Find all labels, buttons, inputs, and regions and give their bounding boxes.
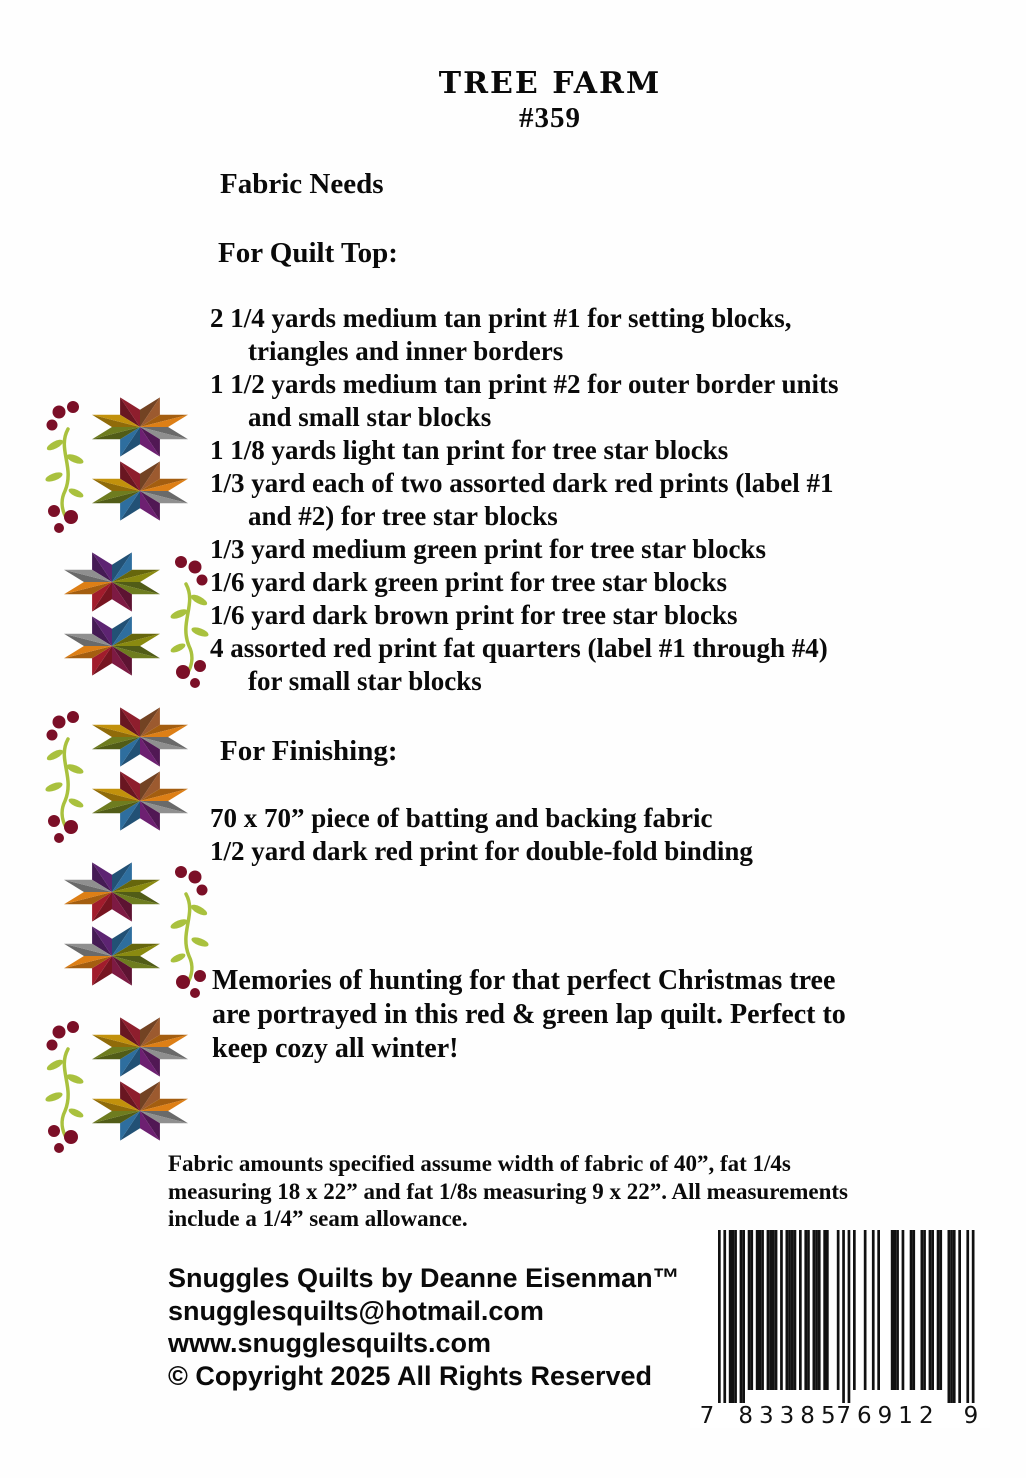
fabric-item <box>210 302 990 368</box>
quilt-star-icon <box>60 860 164 924</box>
fabric-item-line: and #2) for tree star blocks <box>248 501 558 531</box>
fine-print-line: Fabric amounts specified assume width of fabric of 40”, fat 1/4s <box>168 1151 791 1176</box>
fabric-item-line: 2 1/4 yards medium tan print #1 for setting blocks, <box>210 303 792 333</box>
quilt-star-block <box>88 395 192 459</box>
pattern-title: TREE FARM <box>438 66 662 101</box>
finishing-list <box>210 802 990 868</box>
fabric-item-line: 1/3 yard each of two assorted dark red prints (label #1 <box>210 468 834 498</box>
quilt-star-icon <box>88 395 192 459</box>
fabric-item-line: and small star blocks <box>248 402 492 432</box>
quilt-star-block <box>88 1015 192 1079</box>
quilt-star-icon <box>88 1015 192 1079</box>
finishing-heading: For Finishing: <box>220 735 398 767</box>
quilt-star-icon <box>60 550 164 614</box>
description-paragraph <box>212 964 972 1066</box>
quilt-star-block <box>60 550 164 614</box>
fabric-item-line: for small star blocks <box>248 666 482 696</box>
fabric-item <box>210 467 990 533</box>
fabric-item <box>210 368 990 434</box>
publisher-info <box>168 1262 680 1392</box>
berry-vine-icon <box>44 711 90 843</box>
fabric-item-line: 1/6 yard dark green print for tree star blocks <box>210 567 727 597</box>
berry-vine-icon <box>44 401 90 533</box>
svg-text:83385: 83385 <box>738 1403 842 1428</box>
quilt-star-block <box>88 459 192 523</box>
pattern-number: #359 <box>519 102 581 134</box>
berry-vine-decoration <box>44 1021 90 1153</box>
fabric-item-line: 1 1/2 yards medium tan print #2 for outer border units <box>210 369 839 399</box>
fabric-item-line: 1/3 yard medium green print for tree star blocks <box>210 534 766 564</box>
berry-vine-icon <box>164 866 210 998</box>
publisher-line: snugglesquilts@hotmail.com <box>168 1295 544 1326</box>
fabric-item <box>210 533 990 566</box>
description-line: keep cozy all winter! <box>212 1033 459 1064</box>
quilt-star-block <box>88 769 192 833</box>
quilt-star-icon <box>60 924 164 988</box>
quilt-star-block <box>60 924 164 988</box>
fabric-item-line: 1 1/8 yards light tan print for tree star blocks <box>210 435 729 465</box>
berry-vine-icon <box>164 556 210 688</box>
fabric-item <box>210 566 990 599</box>
description-line: Memories of hunting for that perfect Christmas tree <box>212 965 836 996</box>
description-line: are portrayed in this red & green lap quilt. Perfect to <box>212 999 846 1030</box>
fabric-item-line: triangles and inner borders <box>248 336 564 366</box>
berry-vine-decoration <box>44 711 90 843</box>
berry-vine-decoration <box>44 401 90 533</box>
quilt-star-icon <box>60 614 164 678</box>
quilt-star-block <box>60 614 164 678</box>
fine-print-note <box>168 1150 988 1233</box>
fabric-item <box>210 434 990 467</box>
quilt-star-block <box>60 860 164 924</box>
publisher-line: Snuggles Quilts by Deanne Eisenman™ <box>168 1263 680 1293</box>
svg-text:7: 7 <box>699 1403 715 1428</box>
quilt-star-icon <box>88 769 192 833</box>
fabric-item <box>210 632 990 698</box>
fine-print-line: include a 1/4” seam allowance. <box>168 1206 468 1231</box>
fabric-needs-heading: Fabric Needs <box>220 168 384 200</box>
fabric-item-line: 1/6 yard dark brown print for tree star blocks <box>210 600 738 630</box>
finishing-item: 1/2 yard dark red print for double-fold binding <box>210 836 753 866</box>
berry-vine-icon <box>44 1021 90 1153</box>
finishing-item: 70 x 70” piece of batting and backing fabric <box>210 803 713 833</box>
quilt-star-block <box>88 705 192 769</box>
fabric-item-line: 4 assorted red print fat quarters (label #1 through #4) <box>210 633 828 663</box>
svg-text:76912: 76912 <box>836 1403 940 1428</box>
publisher-line: © Copyright 2025 All Rights Reserved <box>168 1360 653 1391</box>
quilt-top-list <box>210 302 990 698</box>
title-block <box>330 66 770 135</box>
berry-vine-decoration <box>164 866 210 998</box>
berry-vine-decoration <box>164 556 210 688</box>
svg-text:9: 9 <box>963 1403 979 1428</box>
publisher-line: www.snugglesquilts.com <box>168 1328 492 1358</box>
quilt-star-icon <box>88 459 192 523</box>
quilt-top-heading: For Quilt Top: <box>218 237 398 269</box>
quilt-star-block <box>88 1079 192 1143</box>
upc-barcode-icon <box>690 1230 990 1428</box>
barcode <box>690 1230 990 1428</box>
star-border-decoration <box>0 0 230 1478</box>
fabric-item <box>210 599 990 632</box>
quilt-star-icon <box>88 705 192 769</box>
quilt-star-icon <box>88 1079 192 1143</box>
fine-print-line: measuring 18 x 22” and fat 1/8s measuring 9 x 22”. All measurements <box>168 1178 848 1204</box>
